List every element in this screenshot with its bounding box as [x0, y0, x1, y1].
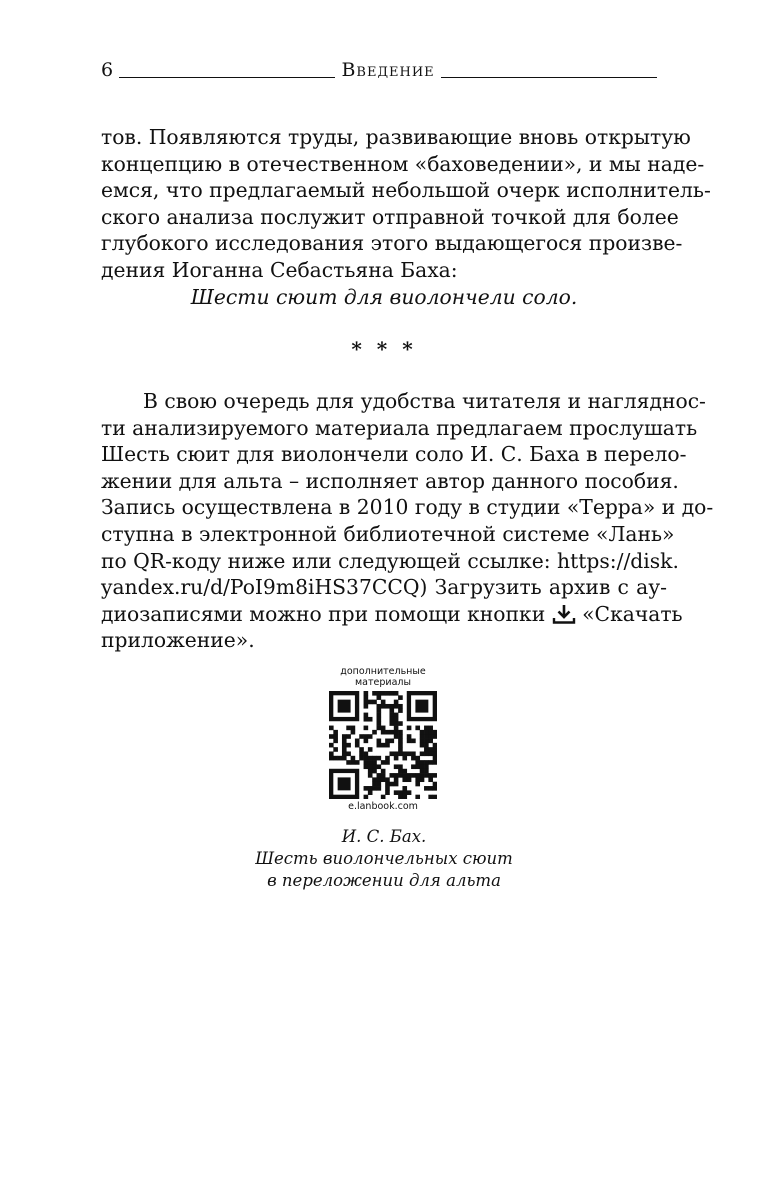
qr-label-line: материалы: [355, 677, 411, 688]
text-line: В свою очередь для удобства читателя и нагляднос-: [143, 389, 706, 413]
section-separator: * * *: [351, 337, 417, 361]
qr-top-label: [326, 666, 440, 688]
text-line: глубокого исследования этого выдающегося произве-: [101, 231, 683, 256]
text-fragment: диозаписями можно при помощи кнопки: [101, 601, 546, 626]
text-line: емся, что предлагаемый небольшой очерк исполнитель-: [101, 178, 711, 203]
qr-block: [326, 666, 440, 812]
text-line: концепцию в отечественном «баховедении», и мы наде-: [101, 151, 705, 176]
header-rule-right: [441, 77, 657, 78]
text-line: ского анализа послужит отправной точкой для более: [101, 204, 679, 229]
text-line: ступна в электронной библиотечной системе «Лань»: [101, 521, 675, 546]
text-fragment: «Скачать: [582, 601, 683, 626]
caption-line: Шесть виолончельных сюит: [255, 849, 513, 868]
text-line: Шесть сюит для виолончели соло И. С. Баха в перело-: [101, 442, 687, 467]
text-line: ти анализируемого материала предлагаем прослушать: [101, 415, 698, 440]
paragraph-2: [101, 388, 714, 654]
header-rule-left: [119, 77, 335, 78]
caption: [101, 826, 667, 892]
running-title: Введение: [341, 59, 435, 81]
italic-title-line: Шести сюит для виолончели соло.: [190, 284, 578, 309]
download-icon: [552, 604, 576, 624]
text-line: по QR-коду ниже или следующей ссылке: https://disk.: [101, 548, 679, 573]
text-line: приложение».: [101, 628, 255, 653]
qr-bottom-label: e.lanbook.com: [348, 801, 418, 812]
text-line: дения Иоганна Себастьяна Баха:: [101, 257, 458, 282]
caption-line: И. С. Бах.: [341, 827, 427, 846]
qr-code-icon[interactable]: [329, 691, 437, 799]
text-line-with-icon: [101, 601, 683, 628]
text-line: Запись осуществлена в 2010 году в студии «Терра» и до-: [101, 495, 714, 520]
caption-line: в переложении для альта: [267, 871, 501, 890]
page-number: 6: [101, 59, 114, 81]
paragraph-1: [101, 124, 711, 310]
text-line: жении для альта – исполняет автор данного пособия.: [101, 468, 679, 493]
text-line: yandex.ru/d/PoI9m8iHS37CCQ) Загрузить архив с ау-: [101, 575, 667, 600]
running-head: [101, 55, 657, 81]
text-line: тов. Появляются труды, развивающие вновь открытую: [101, 125, 691, 149]
qr-label-line: дополнительные: [340, 666, 426, 677]
